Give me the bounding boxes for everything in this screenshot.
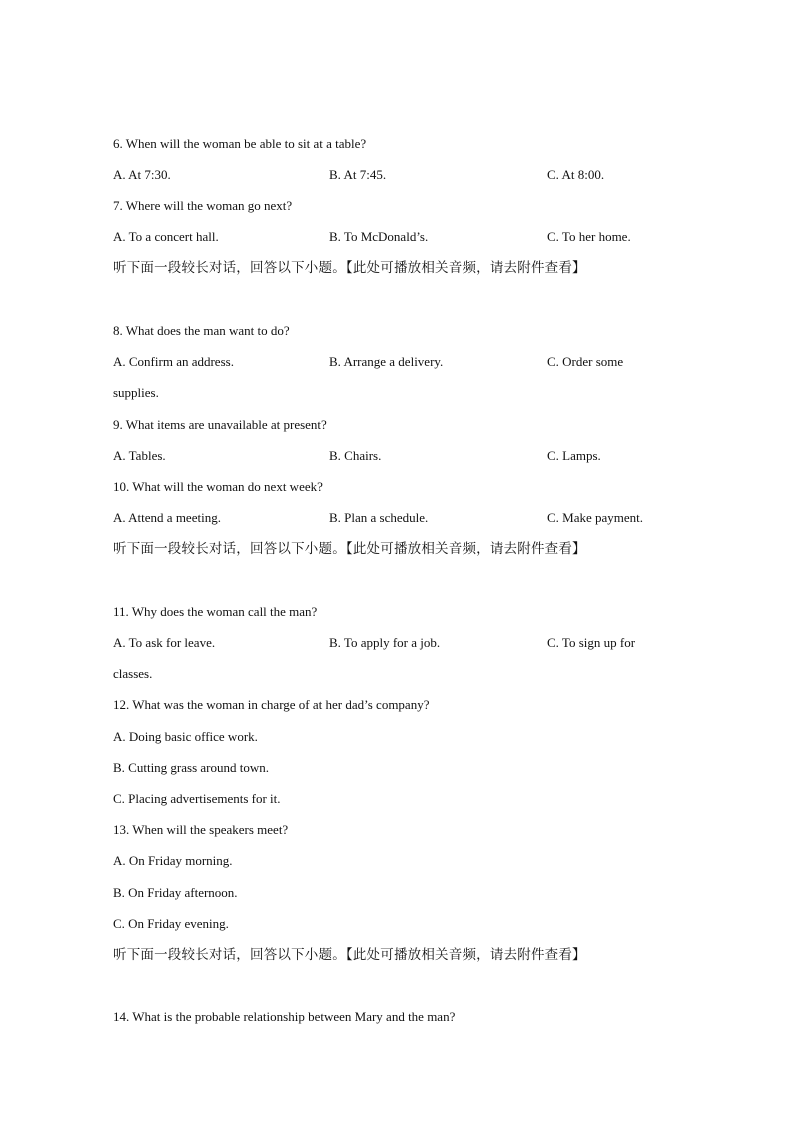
option-a: A. Doing basic office work. — [113, 729, 258, 744]
option-a: A. At 7:30. — [113, 167, 171, 182]
question-text: 9. What items are unavailable at present? — [113, 417, 327, 432]
option-b: B. At 7:45. — [329, 167, 387, 182]
options-row — [113, 229, 673, 245]
option-b: B. Cutting grass around town. — [113, 760, 269, 775]
question-text: 6. When will the woman be able to sit at a table? — [113, 136, 367, 151]
option-b: B. To apply for a job. — [329, 635, 441, 650]
question-text: 11. Why does the woman call the man? — [113, 604, 318, 619]
question-text: 13. When will the speakers meet? — [113, 822, 289, 837]
options-row — [113, 510, 673, 526]
question-text: 7. Where will the woman go next? — [113, 198, 293, 213]
option-c: C. Make payment. — [547, 510, 644, 525]
options-row — [113, 354, 673, 370]
option-b: B. To McDonald’s. — [329, 229, 429, 244]
option-c: C. On Friday evening. — [113, 916, 229, 931]
option-b: B. Chairs. — [329, 448, 382, 463]
option-a: A. Confirm an address. — [113, 354, 234, 369]
option-c: C. Order some — [547, 354, 624, 369]
options-row — [113, 635, 673, 651]
option-c: C. Placing advertisements for it. — [113, 791, 281, 806]
option-b: B. Arrange a delivery. — [329, 354, 444, 369]
option-b: B. Plan a schedule. — [329, 510, 429, 525]
option-c: C. To her home. — [547, 229, 631, 244]
section-instruction: 听下面一段较长对话，回答以下小题。【此处可播放相关音频，请去附件查看】 — [113, 260, 586, 276]
question-text: 10. What will the woman do next week? — [113, 479, 323, 494]
option-c: C. Lamps. — [547, 448, 601, 463]
option-c-continued: classes. — [113, 666, 153, 681]
options-row — [113, 448, 673, 464]
option-a: A. Tables. — [113, 448, 166, 463]
option-a: A. On Friday morning. — [113, 853, 233, 868]
option-c: C. To sign up for — [547, 635, 636, 650]
option-a: A. Attend a meeting. — [113, 510, 221, 525]
option-a: A. To a concert hall. — [113, 229, 219, 244]
option-a: A. To ask for leave. — [113, 635, 216, 650]
option-c-continued: supplies. — [113, 385, 159, 400]
option-b: B. On Friday afternoon. — [113, 885, 238, 900]
option-c: C. At 8:00. — [547, 167, 605, 182]
question-text: 8. What does the man want to do? — [113, 323, 290, 338]
section-instruction: 听下面一段较长对话，回答以下小题。【此处可播放相关音频，请去附件查看】 — [113, 541, 586, 557]
question-text: 14. What is the probable relationship between Mary and the man? — [113, 1009, 456, 1024]
options-row — [113, 167, 673, 183]
section-instruction: 听下面一段较长对话，回答以下小题。【此处可播放相关音频，请去附件查看】 — [113, 947, 586, 963]
question-text: 12. What was the woman in charge of at her dad’s company? — [113, 697, 430, 712]
